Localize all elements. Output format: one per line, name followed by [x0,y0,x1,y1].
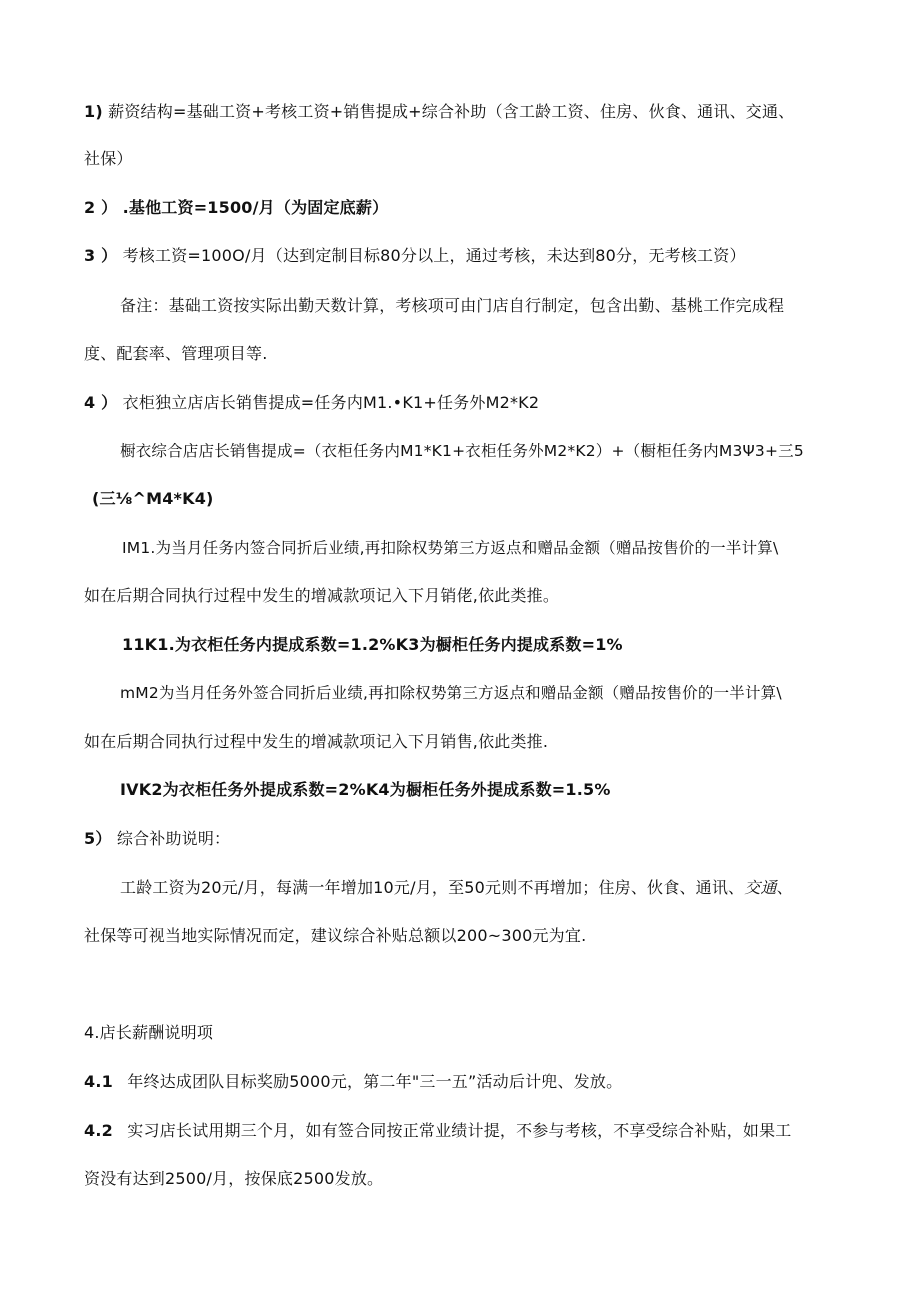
section-4-2-line-2: 资没有达到2500/月，按保底2500发放。 [84,1169,384,1188]
item-3 [84,245,746,267]
seniority-line-2: 社保等可视当地实际情况而定，建议综合补贴总额以200~300元为宜. [84,926,587,945]
m2-definition-line-1: mM2为当月任务外签合同折后业绩,再扣除权势第三方返点和赠品金额（赠品按售价的一半计算\ [120,684,782,702]
section-4-1 [84,1071,622,1093]
item-5 [84,828,230,850]
seniority-text-a: 工龄工资为20元/月，每满一年增加10元/月，至50元则不再增加；住房、伙食、通讯、 [120,878,745,897]
item-1-marker: 1) [84,102,103,121]
seniority-line-1 [120,877,793,899]
m2-definition-line-2: 如在后期合同执行过程中发生的增减款项记入下月销售,依此类推. [84,732,549,751]
section-4-2-line-1 [84,1120,792,1142]
section-4-2-text: 实习店长试用期三个月，如有签合同按正常业绩计提，不参与考核，不享受综合补贴，如果工 [127,1121,792,1140]
m1-definition-line-2: 如在后期合同执行过程中发生的增减款项记入下月销佬,依此类推。 [84,586,560,605]
item-5-marker: 5） [84,829,112,848]
item-4 [84,392,539,414]
note-line-1: 备注：基础工资按实际出勤天数计算，考核项可由门店自行制定，包含出勤、基桃工作完成程 [120,296,785,315]
item-1-line-2: 社保） [84,149,133,168]
item-1-text: 薪资结构=基础工资+考核工资+销售提成+综合补助（含工龄工资、住房、伙食、通讯、交通、 [108,102,795,121]
cabinet-formula-line-1: 橱衣综合店店长销售提成=（衣柜任务内M1*K1+衣柜任务外M2*K2）+（橱柜任务内M3Ψ3+三5 [120,442,804,460]
item-2 [84,197,388,219]
item-4-text: 衣柜独立店店长销售提成=任务内M1.•K1+任务外M2*K2 [122,393,540,412]
section-4-1-text: 年终达成团队目标奖励5000元，第二年"三一五”活动后计兜、发放。 [127,1072,623,1091]
k2-definition: IVK2为衣柜任务外提成系数=2%K4为橱柜任务外提成系数=1.5% [120,780,611,799]
item-3-marker: 3 ） [84,246,118,265]
section-4-heading: 4.店长薪酬说明项 [84,1023,214,1042]
item-1-line-1 [84,101,794,123]
cabinet-formula-line-2: (三⅛^M4*K4) [92,489,214,508]
item-2-marker: 2 ） [84,198,118,217]
item-3-text: 考核工资=100O/月（达到定制目标80分以上，通过考核，未达到80分，无考核工资） [122,246,746,265]
seniority-text-b: 交通 [744,878,777,897]
section-4-1-marker: 4.1 [84,1072,113,1091]
note-line-2: 度、配套率、管理项目等. [84,344,268,363]
item-5-text: 综合补助说明： [116,829,231,848]
m1-definition-line-1: IM1.为当月任务内签合同折后业绩,再扣除权势第三方返点和赠品金额（赠品按售价的一半计算\ [122,539,779,557]
item-4-marker: 4 ） [84,393,118,412]
seniority-text-c: 、 [776,878,793,897]
section-4-2-marker: 4.2 [84,1121,113,1140]
k1-definition: 11K1.为衣柜任务内提成系数=1.2%K3为橱柜任务内提成系数=1% [122,635,623,654]
item-2-text: .基他工资=1500/月（为固定底薪） [122,198,389,217]
